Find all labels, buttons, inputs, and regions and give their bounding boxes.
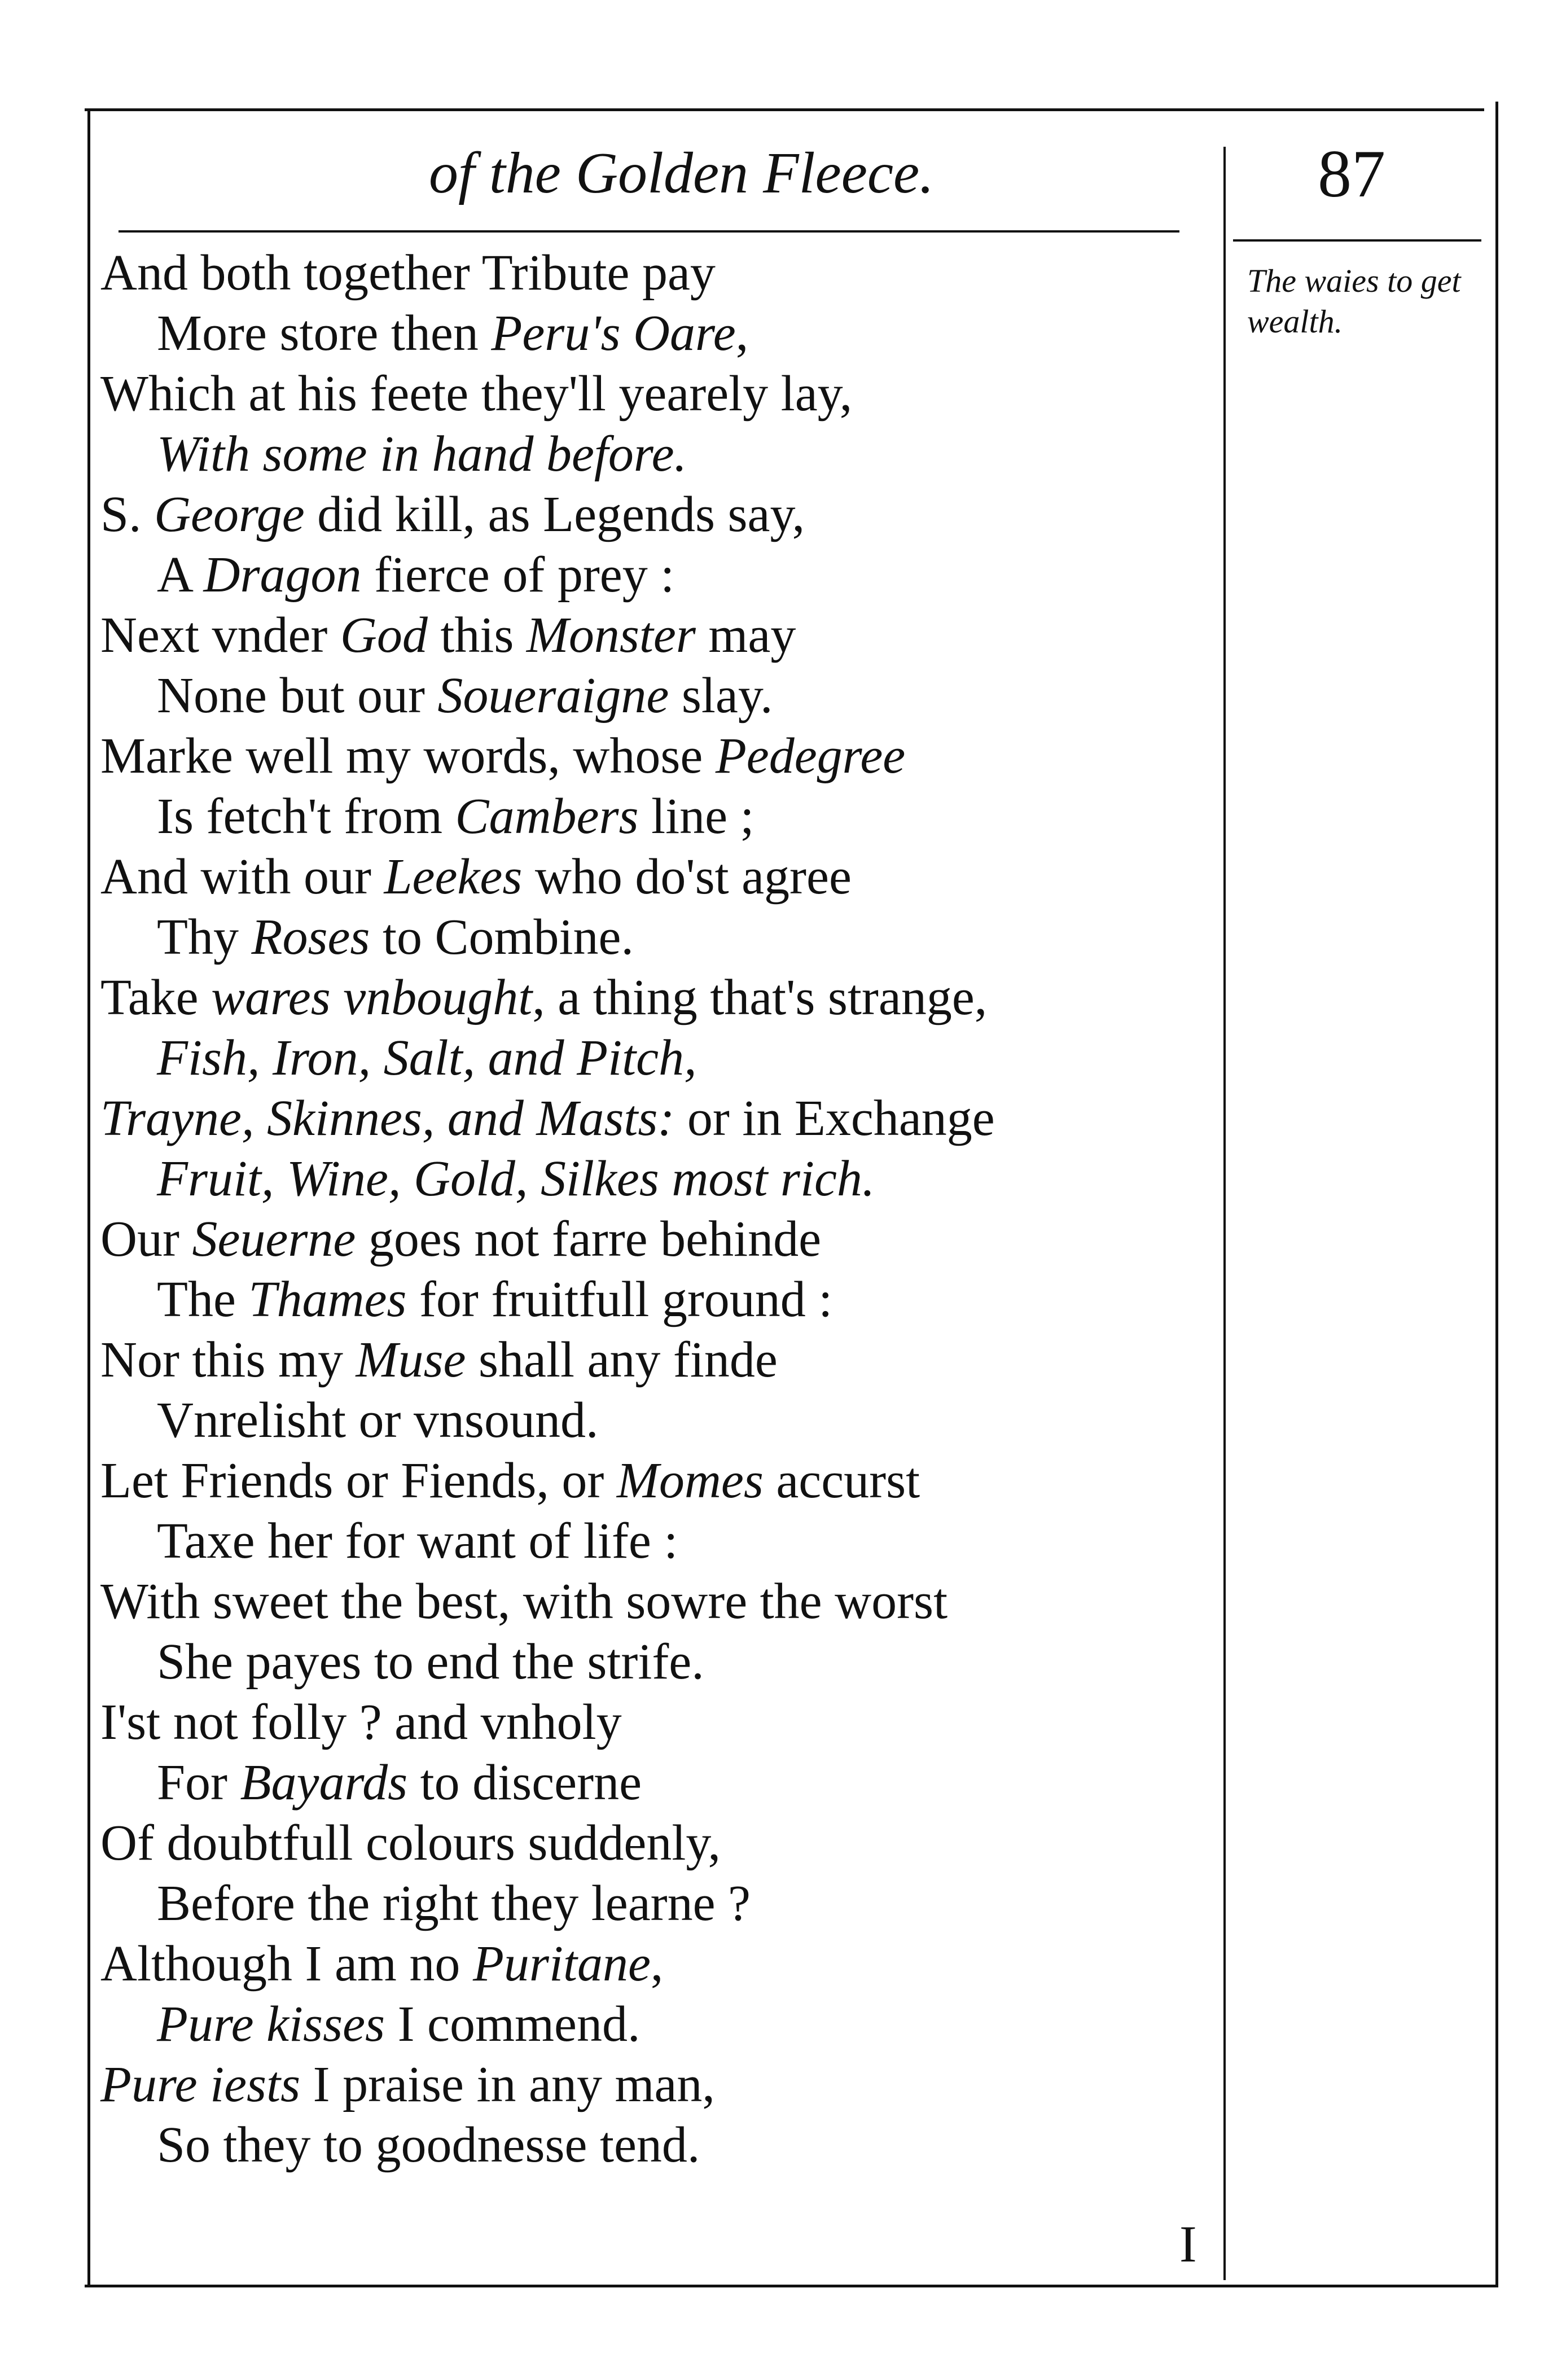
line-text: , <box>650 1936 664 1992</box>
italic-phrase: Pure iests <box>100 2057 301 2112</box>
header-underline <box>119 230 1179 233</box>
line-text: She payes to end the strife. <box>157 1634 704 1690</box>
line-text: Our <box>100 1211 192 1267</box>
line-text: I'st not folly ? and vnholy <box>100 1694 622 1750</box>
line-text: I commend. <box>385 1996 641 2052</box>
poem-line <box>100 1813 1201 1873</box>
italic-phrase: George <box>154 486 305 542</box>
line-text: So they to goodnesse tend. <box>157 2117 700 2173</box>
poem-line <box>100 1269 1201 1330</box>
poem-line <box>100 303 1201 363</box>
line-text: For <box>157 1755 240 1811</box>
line-text: Vnrelisht or vnsound. <box>157 1392 599 1448</box>
italic-phrase: Peru's Oare <box>491 305 736 361</box>
poem-line <box>100 363 1201 424</box>
line-text: accurst <box>763 1453 920 1509</box>
line-text: goes not farre behinde <box>356 1211 822 1267</box>
italic-phrase: Trayne, Skinnes, and Masts: <box>100 1090 675 1146</box>
poem-line <box>100 726 1201 786</box>
margin-header-underline <box>1233 239 1481 242</box>
bottom-rule <box>85 2285 1498 2287</box>
line-text: or in Exchange <box>674 1090 995 1146</box>
poem-line <box>100 1149 1201 1209</box>
poem-text <box>100 243 1201 2175</box>
italic-phrase: Puritane <box>472 1936 651 1992</box>
line-text: Fish, Iron, Salt, and Pitch, <box>157 1030 697 1086</box>
right-border-rule <box>1495 102 1498 2286</box>
poem-line <box>100 2115 1201 2175</box>
line-text: Before the right they learne ? <box>157 1875 751 1931</box>
line-text: I praise in any man, <box>300 2057 715 2112</box>
page-number: 87 <box>1318 136 1385 211</box>
italic-phrase: Muse <box>356 1332 466 1388</box>
column-divider-rule <box>1223 147 1226 2280</box>
poem-line <box>100 1088 1201 1149</box>
line-text: Which at his feete they'll yearely lay, <box>100 366 853 422</box>
line-text: fierce of prey : <box>361 547 675 603</box>
line-text: Although I am no <box>100 1936 473 1992</box>
signature-mark: I <box>1179 2215 1197 2273</box>
italic-phrase: Pedegree <box>715 728 906 784</box>
poem-line <box>100 1692 1201 1752</box>
line-text: Take <box>100 970 212 1025</box>
top-rule <box>85 108 1484 111</box>
poem-line <box>100 243 1201 303</box>
poem-line <box>100 1752 1201 1813</box>
poem-line <box>100 786 1201 847</box>
line-text: Thy <box>157 909 252 965</box>
poem-line <box>100 2054 1201 2115</box>
line-text: Nor this my <box>100 1332 356 1388</box>
poem-line <box>100 484 1201 545</box>
line-text: Fruit, Wine, Gold, Silkes most rich. <box>157 1151 875 1207</box>
line-text: shall any finde <box>466 1332 778 1388</box>
line-text: Is fetch't from <box>157 788 455 844</box>
poem-line <box>100 424 1201 484</box>
line-text: may <box>695 607 796 663</box>
italic-phrase: Bayards <box>240 1755 408 1811</box>
italic-phrase: Pure kisses <box>157 1996 385 2052</box>
poem-line <box>100 1450 1201 1511</box>
line-text: Of doubtfull colours suddenly, <box>100 1815 721 1871</box>
line-text: And both together Tribute pay <box>100 245 716 301</box>
poem-line <box>100 545 1201 605</box>
italic-phrase: Seuerne <box>192 1211 356 1267</box>
poem-line <box>100 665 1201 726</box>
poem-line <box>100 907 1201 967</box>
poem-line <box>100 1330 1201 1390</box>
poem-line <box>100 1390 1201 1450</box>
running-title: of the Golden Fleece. <box>429 141 935 205</box>
line-text: Next vnder <box>100 607 340 663</box>
marginal-note: The waies to get wealth. <box>1247 262 1461 340</box>
poem-line <box>100 1632 1201 1692</box>
line-text: , a thing that's strange, <box>532 970 988 1025</box>
poem-line <box>100 1873 1201 1934</box>
poem-line <box>100 1934 1201 1994</box>
line-text: did kill, as Legends say, <box>304 486 805 542</box>
italic-phrase: Monster <box>526 607 696 663</box>
italic-phrase: Dragon <box>203 547 362 603</box>
italic-phrase: Soueraigne <box>437 668 669 724</box>
line-text: Let Friends or Fiends, or <box>100 1453 617 1509</box>
italic-phrase: Momes <box>616 1453 764 1509</box>
line-text: Marke well my words, whose <box>100 728 716 784</box>
poem-line <box>100 1209 1201 1269</box>
line-text: for fruitfull ground : <box>406 1272 833 1327</box>
poem-line <box>100 847 1201 907</box>
line-text: line ; <box>638 788 755 844</box>
line-text: to Combine. <box>370 909 634 965</box>
line-text: this <box>427 607 527 663</box>
poem-line <box>100 1571 1201 1632</box>
poem-line <box>100 1994 1201 2054</box>
line-text: slay. <box>669 668 773 724</box>
italic-phrase: Leekes <box>384 849 523 905</box>
line-text: to discerne <box>407 1755 642 1811</box>
line-text: , <box>735 305 749 361</box>
italic-phrase: Roses <box>251 909 370 965</box>
poem-line <box>100 1028 1201 1088</box>
line-text: The <box>157 1272 249 1327</box>
line-text: With sweet the best, with sowre the worst <box>100 1573 948 1629</box>
line-text: who do'st agree <box>522 849 852 905</box>
poem-line <box>100 1511 1201 1571</box>
poem-line <box>100 605 1201 665</box>
italic-phrase: wares vnbought <box>211 970 533 1025</box>
line-text: And with our <box>100 849 384 905</box>
line-text: None but our <box>157 668 438 724</box>
italic-phrase: Thames <box>248 1272 407 1327</box>
line-text: S. <box>100 486 155 542</box>
left-border-rule <box>87 108 90 2286</box>
line-text: Taxe her for want of life : <box>157 1513 678 1569</box>
line-text: With some in hand before. <box>157 426 687 482</box>
line-text: A <box>157 547 204 603</box>
poem-line <box>100 967 1201 1028</box>
italic-phrase: Cambers <box>455 788 639 844</box>
line-text: More store then <box>157 305 492 361</box>
italic-phrase: God <box>340 607 428 663</box>
